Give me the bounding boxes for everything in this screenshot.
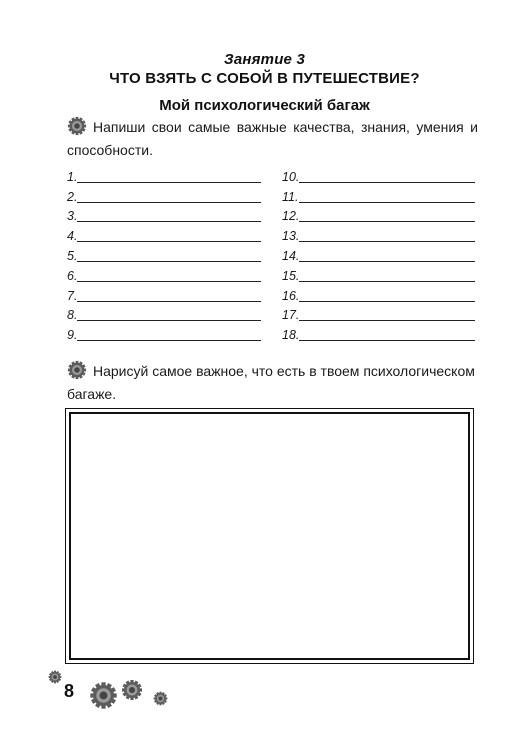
answer-line[interactable] [299, 202, 475, 203]
section-subtitle: Мой психологический багаж [159, 97, 370, 114]
answer-row[interactable] [282, 206, 476, 226]
drawing-area[interactable] [65, 408, 474, 664]
answer-number: 4. [67, 229, 78, 244]
answer-number: 3. [67, 209, 78, 224]
answer-number: 16. [282, 288, 300, 303]
answer-number: 2. [67, 189, 78, 204]
answer-line[interactable] [299, 221, 475, 222]
answer-line[interactable] [299, 340, 475, 341]
answer-line[interactable] [77, 281, 261, 282]
gear-decoration-icon [153, 691, 168, 706]
answer-number: 11. [282, 189, 299, 204]
gear-bullet-icon [67, 360, 87, 380]
answer-number: 5. [67, 248, 78, 263]
answer-number: 1. [67, 169, 78, 184]
answer-row[interactable] [282, 305, 476, 325]
answer-row[interactable] [67, 305, 261, 325]
answer-line[interactable] [299, 261, 475, 262]
answer-row[interactable] [67, 206, 261, 226]
gear-bullet-icon [67, 116, 87, 136]
answer-line[interactable] [299, 301, 475, 302]
answer-row[interactable] [282, 265, 476, 285]
answer-row[interactable] [282, 245, 476, 265]
task-2 [67, 360, 478, 406]
gear-decoration-icon [121, 679, 143, 701]
answer-row[interactable] [282, 186, 476, 206]
answer-number: 6. [67, 268, 78, 283]
gear-decoration-icon [48, 670, 62, 684]
gear-decoration-icon [89, 681, 118, 710]
answer-row[interactable] [67, 186, 261, 206]
answer-row[interactable] [67, 225, 261, 245]
page-title: ЧТО ВЗЯТЬ С СОБОЙ В ПУТЕШЕСТВИЕ? [109, 70, 420, 87]
answer-row[interactable] [67, 285, 261, 305]
answer-row[interactable] [67, 265, 261, 285]
answer-line[interactable] [299, 241, 475, 242]
answer-line[interactable] [77, 320, 261, 321]
answer-row[interactable] [67, 324, 261, 344]
page-number: 8 [64, 681, 75, 701]
answer-number: 15. [282, 268, 300, 283]
answer-number: 10. [282, 169, 300, 184]
answer-number: 12. [282, 209, 300, 224]
answer-number: 18. [282, 328, 300, 343]
answer-list-right [282, 166, 476, 344]
answer-row[interactable] [67, 245, 261, 265]
answer-number: 9. [67, 328, 78, 343]
answer-line[interactable] [77, 221, 261, 222]
answer-number: 14. [282, 248, 300, 263]
answer-line[interactable] [77, 202, 261, 203]
answer-line[interactable] [299, 281, 475, 282]
task-1-text: Напиши свои самые важные качества, знания, умения и способности. [67, 119, 478, 158]
answer-line[interactable] [299, 182, 475, 183]
answer-line[interactable] [77, 182, 261, 183]
lesson-label: Занятие 3 [223, 51, 306, 68]
answer-row[interactable] [67, 166, 261, 186]
answer-line[interactable] [77, 301, 261, 302]
answer-line[interactable] [299, 320, 475, 321]
answer-row[interactable] [282, 225, 476, 245]
answer-list-left [67, 166, 261, 344]
drawing-area-frame [69, 412, 470, 660]
answer-line[interactable] [77, 340, 261, 341]
answer-number: 13. [282, 229, 300, 244]
answer-row[interactable] [282, 166, 476, 186]
answer-line[interactable] [77, 241, 261, 242]
answer-number: 17. [282, 308, 300, 323]
task-1 [67, 116, 478, 162]
answer-row[interactable] [282, 285, 476, 305]
answer-number: 7. [67, 288, 78, 303]
answer-line[interactable] [77, 261, 261, 262]
answer-number: 8. [67, 308, 78, 323]
task-2-text: Нарисуй самое важное, что есть в твоем психологическом багаже. [67, 363, 475, 402]
answer-row[interactable] [282, 324, 476, 344]
